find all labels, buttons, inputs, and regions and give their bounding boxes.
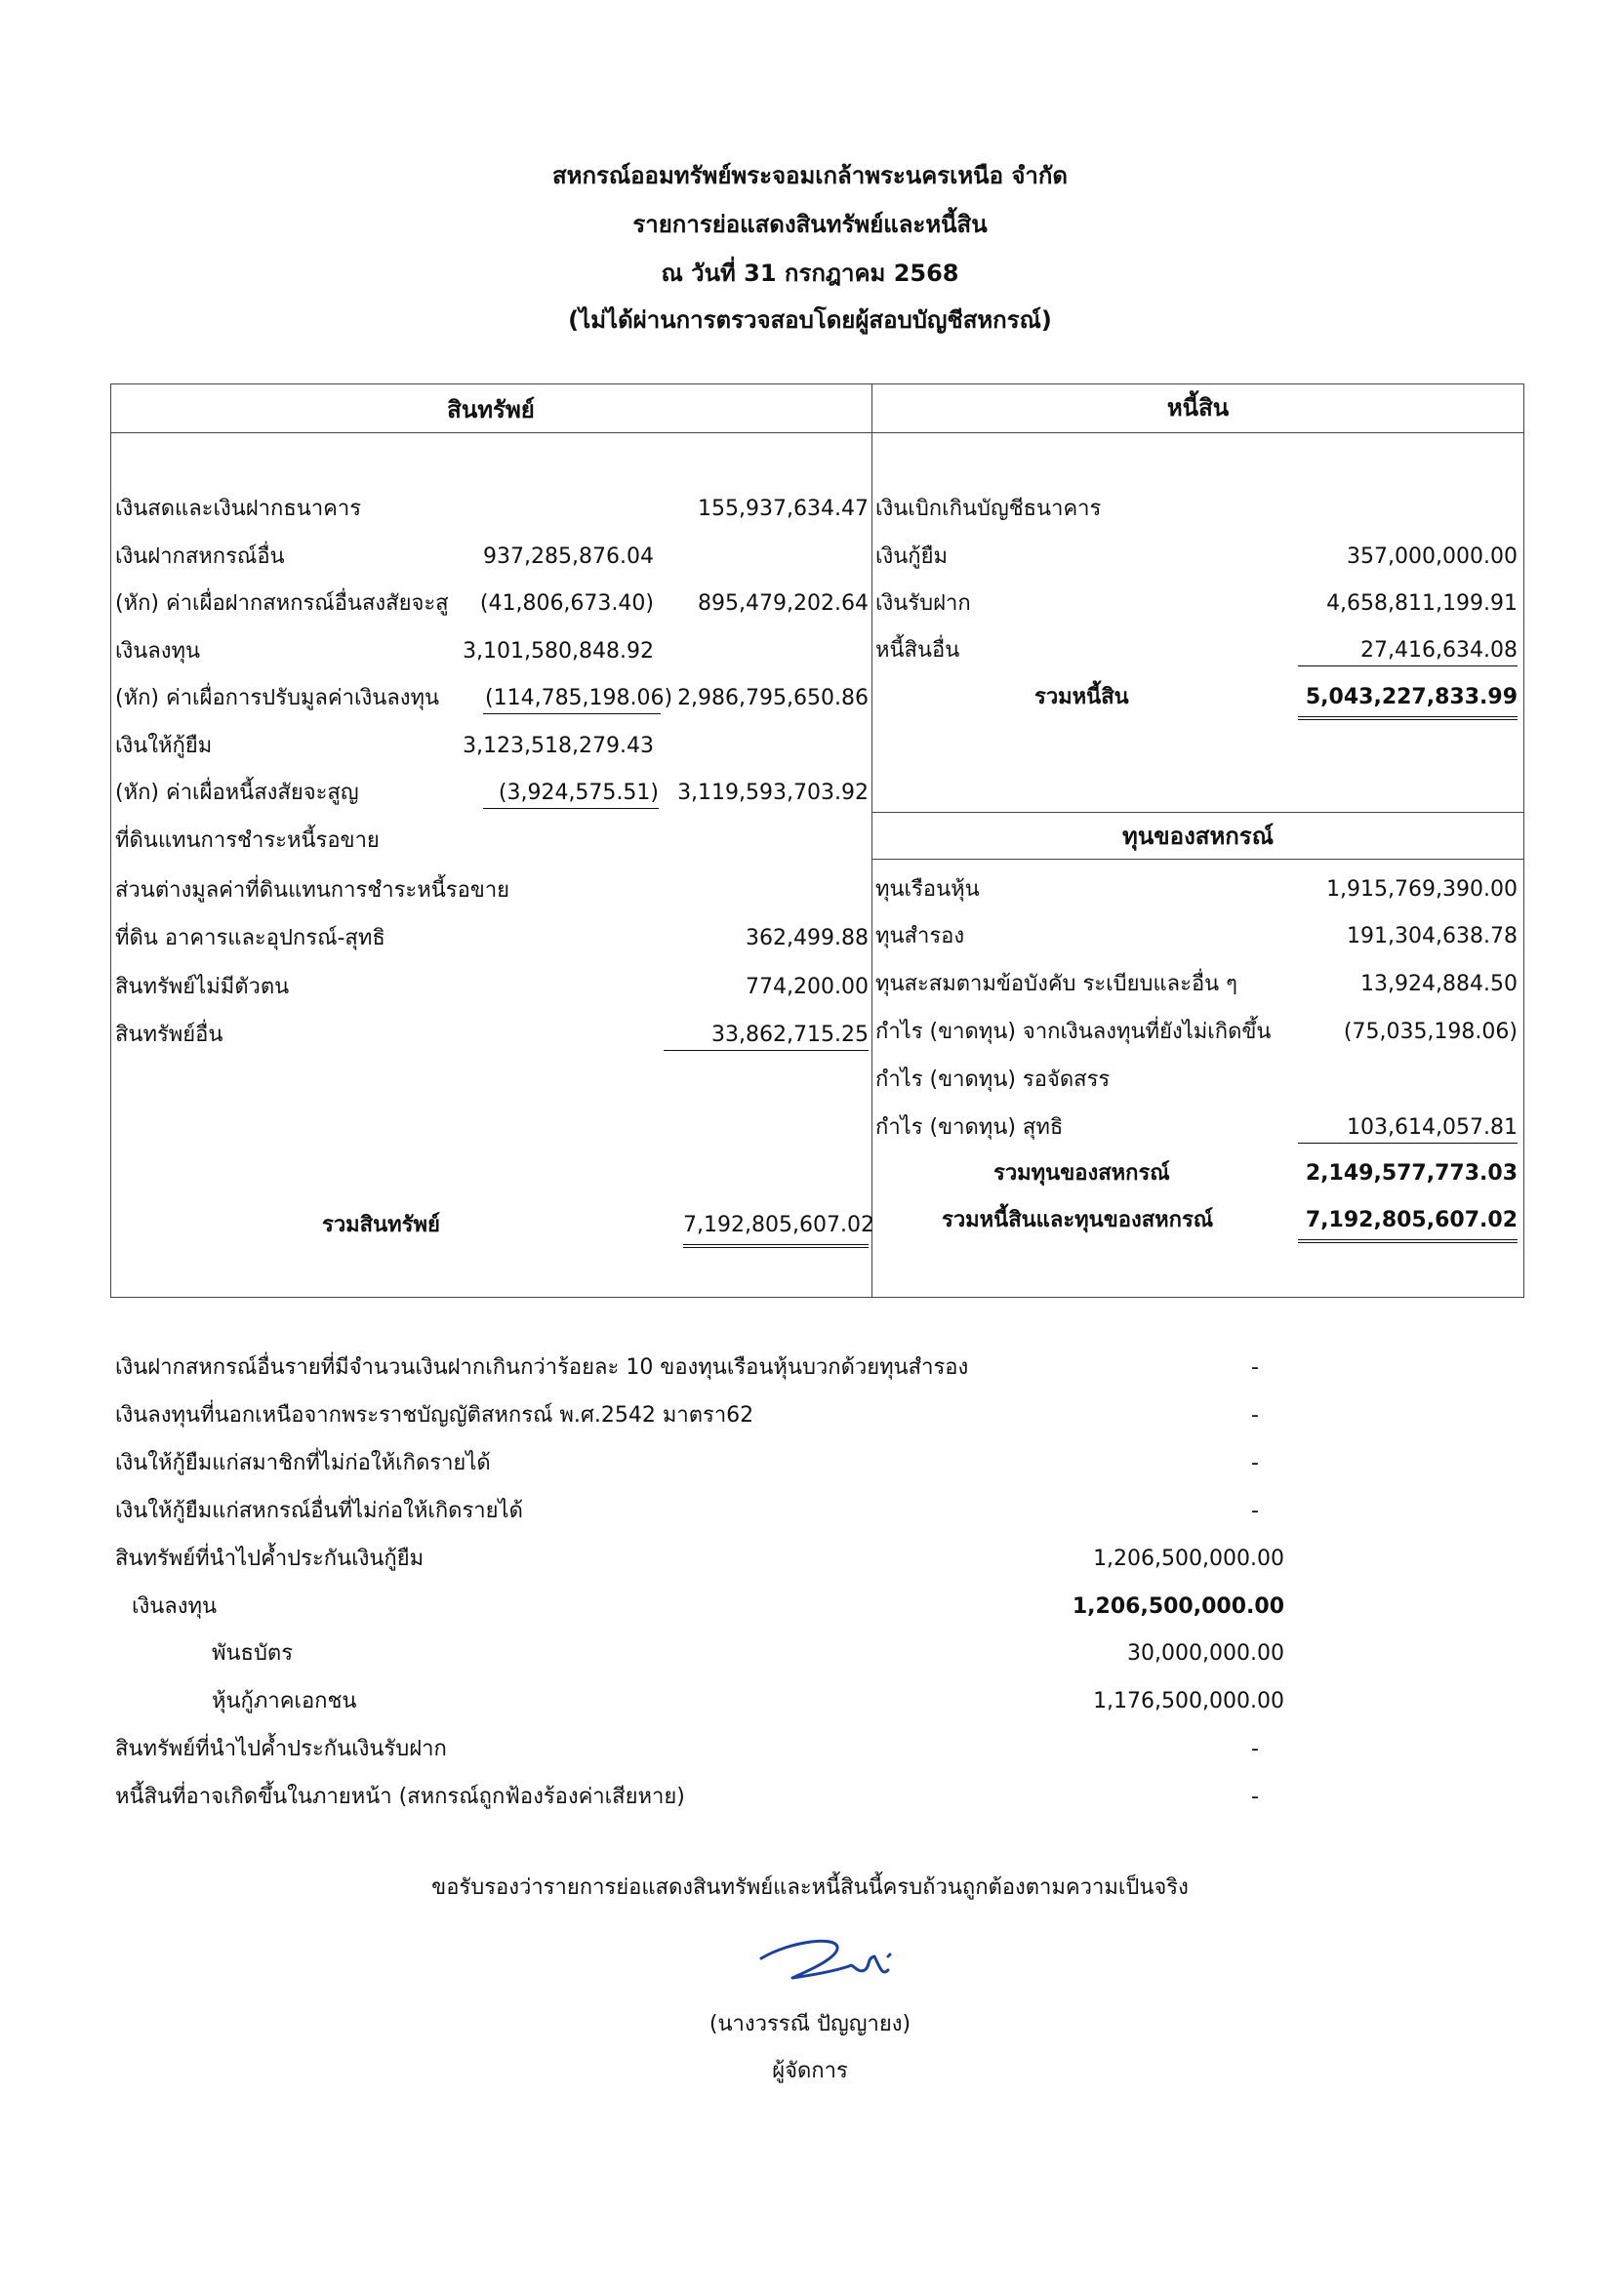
liability-label: เงินรับฝาก bbox=[875, 591, 971, 616]
asset-label: ที่ดินแทนการชำระหนี้รอขาย bbox=[115, 828, 380, 853]
assets-heading: สินทรัพย์ bbox=[447, 396, 535, 423]
note-value: 1,176,500,000.00 bbox=[1093, 1689, 1284, 1713]
equity-value: 103,614,057.81 bbox=[1298, 1113, 1518, 1144]
asset-sub: (41,806,673.40) bbox=[479, 591, 654, 616]
note-label: เงินให้กู้ยืมแก่สมาชิกที่ไม่ก่อให้เกิดรายได้ bbox=[115, 1451, 491, 1475]
signature-image bbox=[751, 1927, 917, 1995]
asset-sub: (3,924,575.51) bbox=[483, 779, 659, 809]
equity-value: 1,915,769,390.00 bbox=[1326, 877, 1518, 902]
note-label: เงินให้กู้ยืมแก่สหกรณ์อื่นที่ไม่ก่อให้เกิดรายได้ bbox=[115, 1499, 523, 1523]
note-value: - bbox=[1251, 1785, 1259, 1809]
asset-sub: 937,285,876.04 bbox=[483, 544, 654, 569]
asset-total: 895,479,202.64 bbox=[698, 591, 869, 616]
note-value: 1,206,500,000.00 bbox=[1072, 1594, 1284, 1619]
asset-total: 3,119,593,703.92 bbox=[677, 781, 869, 805]
equity-total-label: รวมทุนของสหกรณ์ bbox=[993, 1161, 1170, 1186]
signer-name: (นางวรรณี ปัญญายง) bbox=[709, 2012, 911, 2036]
note-value: - bbox=[1251, 1737, 1259, 1761]
asset-label: เงินสดและเงินฝากธนาคาร bbox=[115, 497, 362, 521]
asset-total: 155,937,634.47 bbox=[698, 497, 869, 521]
equity-value: 191,304,638.78 bbox=[1347, 924, 1518, 948]
signer-title: ผู้จัดการ bbox=[772, 2059, 848, 2083]
asset-total: 2,986,795,650.86 bbox=[677, 686, 869, 710]
equity-divider-top bbox=[871, 812, 1524, 813]
liability-label: เงินเบิกเกินบัญชีธนาคาร bbox=[875, 497, 1102, 521]
asset-sub: (114,785,198.06) bbox=[483, 684, 661, 714]
liability-label: หนี้สินอื่น bbox=[875, 638, 960, 663]
liability-label: เงินกู้ยืม bbox=[875, 544, 949, 569]
org-name: สหกรณ์ออมทรัพย์พระจอมเกล้าพระนครเหนือ จำกัด bbox=[551, 162, 1069, 189]
liability-value: 357,000,000.00 bbox=[1347, 544, 1518, 569]
note-label: เงินลงทุน bbox=[132, 1594, 218, 1619]
note-label: สินทรัพย์ที่นำไปค้ำประกันเงินกู้ยืม bbox=[115, 1547, 425, 1571]
equity-value: 13,924,884.50 bbox=[1360, 972, 1518, 996]
heading-divider bbox=[110, 432, 1524, 433]
asset-label: สินทรัพย์อื่น bbox=[115, 1023, 223, 1047]
asset-label: เงินให้กู้ยืม bbox=[115, 734, 213, 758]
note-label: หนี้สินที่อาจเกิดขึ้นในภายหน้า (สหกรณ์ถูกฟ้องร้องค่าเสียหาย) bbox=[115, 1785, 685, 1809]
grand-total-value: 7,192,805,607.02 bbox=[1298, 1206, 1518, 1243]
report-date: ณ วันที่ 31 กรกฎาคม 2568 bbox=[661, 260, 959, 287]
asset-label: (หัก) ค่าเผื่อฝากสหกรณ์อื่นสงสัยจะสู bbox=[115, 591, 449, 616]
asset-sub: 3,123,518,279.43 bbox=[463, 734, 654, 758]
liabilities-heading: หนี้สิน bbox=[1166, 394, 1230, 422]
asset-total: 362,499.88 bbox=[746, 926, 869, 950]
note-label: เงินลงทุนที่นอกเหนือจากพระราชบัญญัติสหกรณ์ พ.ศ.2542 มาตรา62 bbox=[115, 1403, 754, 1428]
equity-heading: ทุนของสหกรณ์ bbox=[1122, 823, 1274, 850]
note-value: - bbox=[1251, 1403, 1259, 1428]
grand-total-label: รวมหนี้สินและทุนของสหกรณ์ bbox=[942, 1208, 1214, 1232]
equity-divider-bottom bbox=[871, 859, 1524, 860]
asset-label: เงินลงทุน bbox=[115, 639, 201, 664]
asset-label: สินทรัพย์ไม่มีตัวตน bbox=[115, 975, 290, 999]
asset-total: 33,862,715.25 bbox=[664, 1021, 869, 1051]
note-value: - bbox=[1251, 1355, 1259, 1380]
equity-label: ทุนเรือนหุ้น bbox=[875, 877, 980, 902]
equity-label: กำไร (ขาดทุน) รอจัดสรร bbox=[875, 1067, 1111, 1092]
note-label: พันธบัตร bbox=[212, 1641, 294, 1666]
asset-label: ส่วนต่างมูลค่าที่ดินแทนการชำระหนี้รอขาย bbox=[115, 878, 510, 903]
note-label: สินทรัพย์ที่นำไปค้ำประกันเงินรับฝาก bbox=[115, 1737, 447, 1761]
assets-total-label: รวมสินทรัพย์ bbox=[322, 1213, 440, 1237]
asset-label: (หัก) ค่าเผื่อหนี้สงสัยจะสูญ bbox=[115, 781, 359, 805]
assets-total-value: 7,192,805,607.02 bbox=[683, 1211, 869, 1248]
note-label: เงินฝากสหกรณ์อื่นรายที่มีจำนวนเงินฝากเกินกว่าร้อยละ 10 ของทุนเรือนหุ้นบวกด้วยทุนสำรอง bbox=[115, 1355, 969, 1380]
equity-label: ทุนสะสมตามข้อบังคับ ระเบียบและอื่น ๆ bbox=[875, 972, 1238, 996]
equity-value: (75,035,198.06) bbox=[1343, 1020, 1518, 1044]
certification-text: ขอรับรองว่ารายการย่อแสดงสินทรัพย์และหนี้สินนี้ครบถ้วนถูกต้องตามความเป็นจริง bbox=[431, 1875, 1189, 1900]
note-value: 30,000,000.00 bbox=[1127, 1641, 1284, 1666]
note-value: - bbox=[1251, 1499, 1259, 1523]
report-title: รายการย่อแสดงสินทรัพย์และหนี้สิน bbox=[632, 211, 988, 238]
equity-label: กำไร (ขาดทุน) จากเงินลงทุนที่ยังไม่เกิดขึ้น bbox=[875, 1020, 1272, 1044]
note-label: หุ้นกู้ภาคเอกชน bbox=[212, 1689, 357, 1713]
asset-label: เงินฝากสหกรณ์อื่น bbox=[115, 544, 285, 569]
liabilities-total-value: 5,043,227,833.99 bbox=[1298, 683, 1518, 720]
asset-label: (หัก) ค่าเผื่อการปรับมูลค่าเงินลงทุน bbox=[115, 686, 440, 710]
audit-note: (ไม่ได้ผ่านการตรวจสอบโดยผู้สอบบัญชีสหกรณ์) bbox=[568, 306, 1052, 334]
liability-value: 27,416,634.08 bbox=[1298, 636, 1518, 666]
asset-total: 774,200.00 bbox=[746, 975, 869, 999]
equity-label: ทุนสำรอง bbox=[875, 924, 965, 948]
asset-sub: 3,101,580,848.92 bbox=[463, 639, 654, 664]
equity-total-value: 2,149,577,773.03 bbox=[1305, 1161, 1518, 1186]
equity-label: กำไร (ขาดทุน) สุทธิ bbox=[875, 1115, 1064, 1140]
liability-value: 4,658,811,199.91 bbox=[1326, 591, 1518, 616]
liabilities-total-label: รวมหนี้สิน bbox=[1034, 685, 1129, 709]
note-value: - bbox=[1251, 1451, 1259, 1475]
asset-label: ที่ดิน อาคารและอุปกรณ์-สุทธิ bbox=[115, 926, 385, 950]
note-value: 1,206,500,000.00 bbox=[1093, 1547, 1284, 1571]
